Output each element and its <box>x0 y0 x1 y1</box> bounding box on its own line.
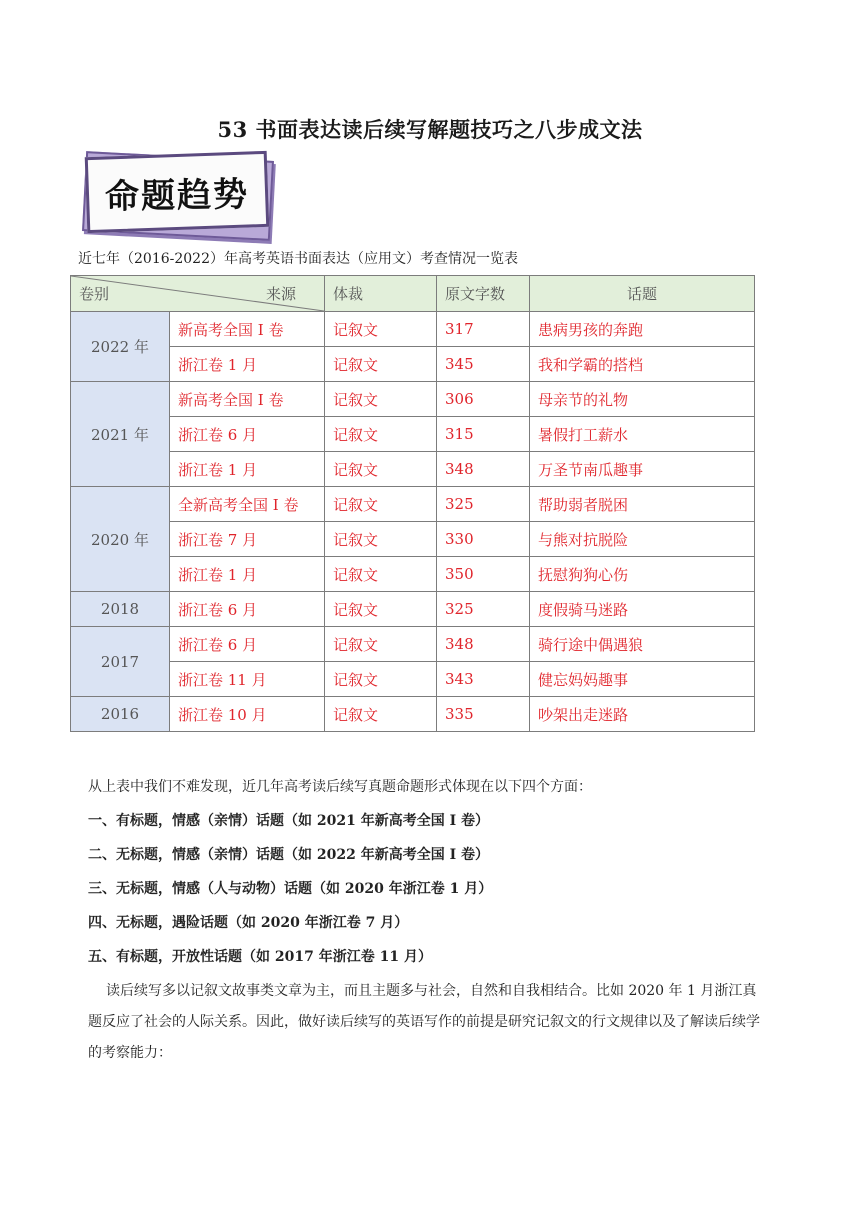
table-row <box>71 347 755 382</box>
genre-cell: 记叙文 <box>325 557 437 592</box>
exam-table <box>70 275 755 732</box>
count-cell: 348 <box>437 452 530 487</box>
summary-paragraph: 读后续写多以记叙文故事类文章为主，而且主题多与社会，自然和自我相结合。比如 2020 年 1 月浙江真题反应了社会的人际关系。因此，做好读后续写的英语写作的前提是研究记叙文的行文规律以及了解读后续学的考察能力： <box>88 983 760 1061</box>
header-diagonal-cell <box>71 276 325 312</box>
genre-cell: 记叙文 <box>325 662 437 697</box>
table-row <box>71 697 755 732</box>
table-body <box>71 312 755 732</box>
badge-text: 命题趋势 <box>104 174 250 217</box>
count-cell: 343 <box>437 662 530 697</box>
table-row <box>71 522 755 557</box>
genre-cell: 记叙文 <box>325 312 437 347</box>
source-cell: 浙江卷 11 月 <box>170 662 325 697</box>
source-cell: 新高考全国 I 卷 <box>170 382 325 417</box>
year-cell: 2016 <box>71 697 170 732</box>
count-cell: 315 <box>437 417 530 452</box>
topic-cell: 暑假打工薪水 <box>530 417 755 452</box>
genre-cell: 记叙文 <box>325 627 437 662</box>
table-row <box>71 487 755 522</box>
genre-cell: 记叙文 <box>325 452 437 487</box>
intro-text: 从上表中我们不难发现，近几年高考读后续写真题命题形式体现在以下四个方面： <box>88 779 592 795</box>
table-row <box>71 627 755 662</box>
page-title: 53 书面表达读后续写解题技巧之八步成文法 <box>217 117 643 142</box>
table-row <box>71 557 755 592</box>
point-3: 三、无标题，情感（人与动物）话题（如 2020 年浙江卷 1 月） <box>88 881 493 897</box>
year-cell: 2022 年 <box>71 312 170 382</box>
topic-cell: 患病男孩的奔跑 <box>530 312 755 347</box>
count-cell: 350 <box>437 557 530 592</box>
source-cell: 浙江卷 1 月 <box>170 347 325 382</box>
year-cell: 2021 年 <box>71 382 170 487</box>
topic-cell: 抚慰狗狗心伤 <box>530 557 755 592</box>
source-cell: 浙江卷 7 月 <box>170 522 325 557</box>
table-header-row <box>71 276 755 312</box>
header-zishu: 原文字数 <box>437 276 530 312</box>
count-cell: 325 <box>437 487 530 522</box>
genre-cell: 记叙文 <box>325 522 437 557</box>
genre-cell: 记叙文 <box>325 347 437 382</box>
topic-cell: 帮助弱者脱困 <box>530 487 755 522</box>
topic-cell: 度假骑马迷路 <box>530 592 755 627</box>
table-row <box>71 452 755 487</box>
header-juanbie: 卷别 <box>79 285 110 303</box>
table-row <box>71 592 755 627</box>
count-cell: 348 <box>437 627 530 662</box>
count-cell: 317 <box>437 312 530 347</box>
source-cell: 浙江卷 1 月 <box>170 452 325 487</box>
point-1: 一、有标题，情感（亲情）话题（如 2021 年新高考全国 I 卷） <box>88 813 490 829</box>
source-cell: 浙江卷 1 月 <box>170 557 325 592</box>
source-cell: 浙江卷 6 月 <box>170 592 325 627</box>
table-row <box>71 417 755 452</box>
source-cell: 浙江卷 10 月 <box>170 697 325 732</box>
topic-cell: 与熊对抗脱险 <box>530 522 755 557</box>
genre-cell: 记叙文 <box>325 697 437 732</box>
count-cell: 325 <box>437 592 530 627</box>
topic-cell: 吵架出走迷路 <box>530 697 755 732</box>
header-ticai: 体裁 <box>325 276 437 312</box>
header-laiyuan: 来源 <box>265 285 296 303</box>
genre-cell: 记叙文 <box>325 592 437 627</box>
count-cell: 335 <box>437 697 530 732</box>
year-cell: 2018 <box>71 592 170 627</box>
header-huati: 话题 <box>530 276 755 312</box>
source-cell: 新高考全国 I 卷 <box>170 312 325 347</box>
count-cell: 330 <box>437 522 530 557</box>
year-cell: 2020 年 <box>71 487 170 592</box>
table-row <box>71 382 755 417</box>
topic-cell: 母亲节的礼物 <box>530 382 755 417</box>
point-4: 四、无标题，遇险话题（如 2020 年浙江卷 7 月） <box>88 915 409 931</box>
topic-cell: 骑行途中偶遇狼 <box>530 627 755 662</box>
topic-cell: 我和学霸的搭档 <box>530 347 755 382</box>
count-cell: 306 <box>437 382 530 417</box>
source-cell: 浙江卷 6 月 <box>170 417 325 452</box>
count-cell: 345 <box>437 347 530 382</box>
genre-cell: 记叙文 <box>325 382 437 417</box>
source-cell: 浙江卷 6 月 <box>170 627 325 662</box>
table-row <box>71 662 755 697</box>
genre-cell: 记叙文 <box>325 417 437 452</box>
topic-cell: 健忘妈妈趣事 <box>530 662 755 697</box>
genre-cell: 记叙文 <box>325 487 437 522</box>
point-2: 二、无标题，情感（亲情）话题（如 2022 年新高考全国 I 卷） <box>88 847 490 863</box>
year-cell: 2017 <box>71 627 170 697</box>
source-cell: 全新高考全国 I 卷 <box>170 487 325 522</box>
point-5: 五、有标题，开放性话题（如 2017 年浙江卷 11 月） <box>88 949 432 965</box>
table-row <box>71 312 755 347</box>
trend-badge <box>78 150 278 238</box>
topic-cell: 万圣节南瓜趣事 <box>530 452 755 487</box>
table-caption: 近七年（2016-2022）年高考英语书面表达（应用文）考查情况一览表 <box>78 251 518 267</box>
badge-card <box>85 151 270 233</box>
